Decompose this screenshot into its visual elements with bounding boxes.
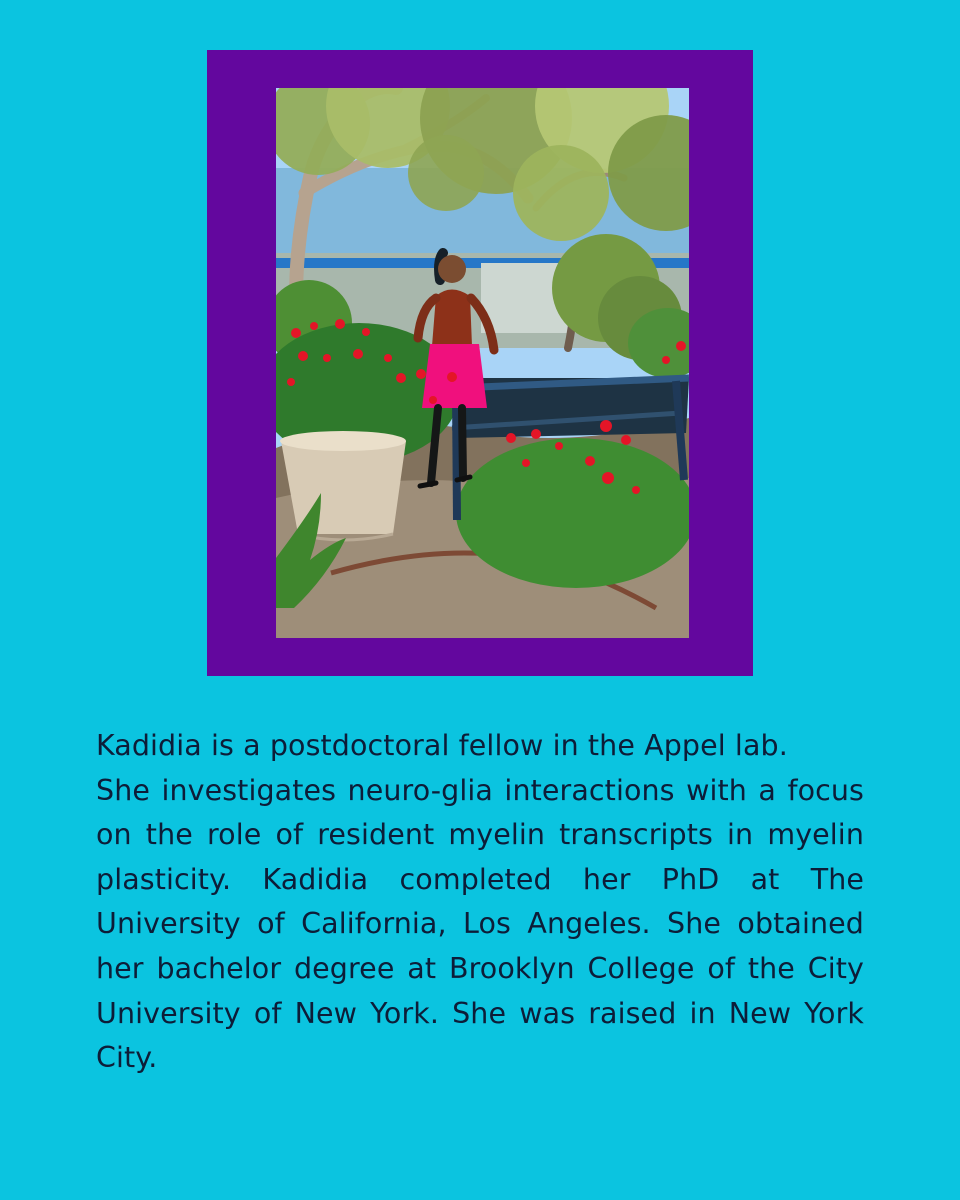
portrait-photo [276, 88, 689, 638]
bio-first-line: Kadidia is a postdoctoral fellow in the Appel lab. [96, 729, 788, 762]
photo-frame [207, 50, 753, 676]
bio-remaining-text: She investigates neuro-glia interactions with a focus on the role of resident myelin transcripts in myelin plasticity. Kadidia completed her PhD at The University of California, Los Angeles. She obtained her bachelor degree at Brooklyn College of the City University of New York. She was raised in New York City. [96, 773, 864, 1075]
bio-paragraph [96, 724, 864, 1081]
